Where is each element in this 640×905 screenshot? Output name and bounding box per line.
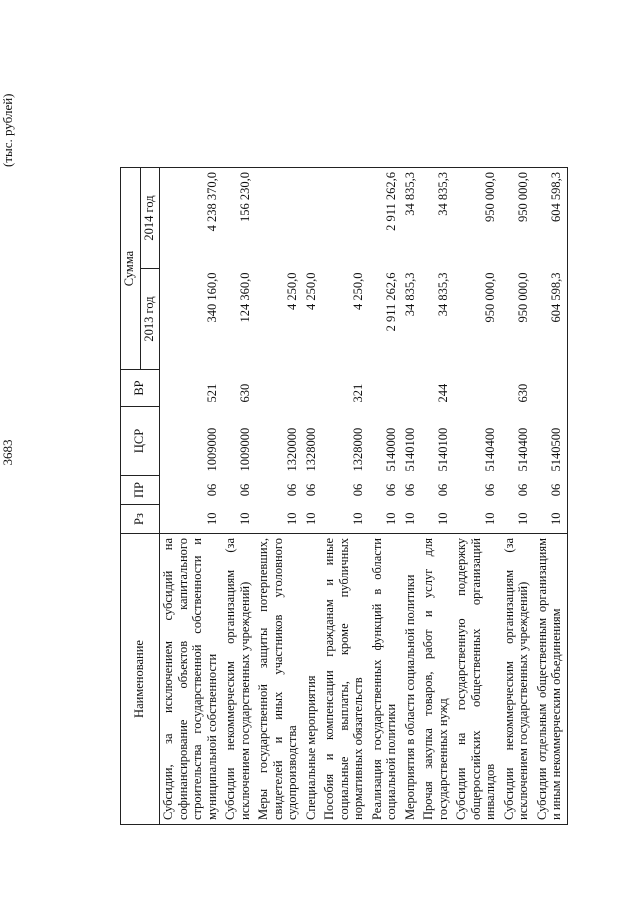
header-2014: 2014 год bbox=[140, 168, 160, 269]
cell-vr: 630 bbox=[516, 383, 530, 403]
cell-2014: 34 835,3 bbox=[420, 168, 453, 269]
cell-2013: 4 250,0 bbox=[303, 272, 318, 310]
cell-pr: 06 bbox=[483, 483, 497, 497]
cell-name: Прочая закупка товаров, работ и услуг для государственных нужд bbox=[420, 534, 453, 825]
cell-rz: 10 bbox=[435, 512, 450, 525]
cell-rz: 10 bbox=[384, 512, 398, 525]
cell-csr: 1009000 bbox=[204, 427, 219, 472]
budget-table bbox=[120, 167, 568, 825]
cell-2013: 950 000,0 bbox=[483, 272, 497, 323]
cell-name: Меры государственной защиты потерпевших, свидетелей и иных участников уголовного судопроизводства bbox=[255, 534, 303, 825]
cell-csr: 5140000 bbox=[384, 427, 398, 472]
cell-pr: 06 bbox=[435, 483, 450, 497]
cell-name: Мероприятия в области социальной политики bbox=[402, 534, 421, 825]
header-sum: Сумма bbox=[121, 168, 141, 370]
page-number: 3683 bbox=[0, 439, 15, 466]
cell-csr: 5140400 bbox=[483, 427, 497, 472]
table-row bbox=[255, 168, 303, 825]
units-label: (тыс. рублей) bbox=[0, 93, 15, 167]
cell-2013: 4 250,0 bbox=[285, 272, 299, 310]
cell-pr: 06 bbox=[237, 483, 252, 497]
cell-2013: 124 360,0 bbox=[237, 272, 252, 323]
cell-csr: 1320000 bbox=[285, 427, 299, 472]
cell-csr: 1009000 bbox=[237, 427, 252, 472]
cell-rz: 10 bbox=[534, 505, 568, 534]
table-row bbox=[501, 168, 534, 825]
table-row bbox=[369, 168, 402, 825]
cell-2013: 4 250,0 bbox=[351, 272, 365, 310]
cell-csr: 5140100 bbox=[435, 427, 450, 472]
cell-vr bbox=[303, 370, 322, 407]
cell-pr: 06 bbox=[285, 483, 299, 497]
cell-2013: 950 000,0 bbox=[516, 272, 530, 323]
header-pr: ПР bbox=[121, 476, 160, 505]
cell-name: Реализация государственных функций в области социальной политики bbox=[369, 534, 402, 825]
table-row bbox=[534, 168, 568, 825]
cell-name: Субсидии, за исключением субсидий на софинансирование объектов капитального строительства государственной собственности и муниципальной собственности bbox=[160, 534, 223, 825]
cell-2014: 2 911 262,6 bbox=[369, 168, 402, 269]
cell-vr: 630 bbox=[237, 383, 252, 403]
cell-rz: 10 bbox=[402, 512, 417, 525]
cell-name: Пособия и компенсации гражданам и иные социальные выплаты, кроме публичных нормативных обязательств bbox=[321, 534, 369, 825]
cell-2014: 156 230,0 bbox=[222, 168, 255, 269]
cell-name: Субсидии на государственную поддержку общероссийских общественных организаций инвалидов bbox=[453, 534, 501, 825]
table-row bbox=[160, 168, 223, 825]
table-header bbox=[121, 168, 160, 825]
cell-name: Субсидии отдельным общественным организациям и иным некоммерческим объединениям bbox=[534, 534, 568, 825]
cell-pr: 06 bbox=[204, 483, 219, 497]
cell-csr: 5140400 bbox=[516, 427, 530, 472]
table-row bbox=[420, 168, 453, 825]
cell-rz: 10 bbox=[516, 512, 530, 525]
cell-name: Специальные мероприятия bbox=[303, 534, 322, 825]
table-row bbox=[453, 168, 501, 825]
cell-2013: 34 835,3 bbox=[402, 272, 417, 317]
cell-2014: 604 598,3 bbox=[534, 168, 568, 269]
cell-vr bbox=[534, 370, 568, 407]
cell-2014: 950 000,0 bbox=[501, 168, 534, 269]
cell-pr: 06 bbox=[303, 483, 318, 497]
table-row bbox=[402, 168, 421, 825]
cell-csr: 5140500 bbox=[534, 407, 568, 476]
table-row bbox=[321, 168, 369, 825]
cell-2014 bbox=[255, 168, 303, 269]
cell-vr bbox=[402, 370, 421, 407]
cell-rz: 10 bbox=[204, 512, 219, 525]
cell-2013: 34 835,3 bbox=[435, 272, 450, 317]
cell-pr: 06 bbox=[351, 483, 365, 497]
cell-vr bbox=[453, 370, 501, 407]
table-body bbox=[160, 168, 568, 825]
header-name: Наименование bbox=[121, 534, 160, 825]
cell-2013: 604 598,3 bbox=[534, 269, 568, 370]
cell-rz: 10 bbox=[285, 512, 299, 525]
cell-rz: 10 bbox=[237, 512, 252, 525]
cell-pr: 06 bbox=[534, 476, 568, 505]
cell-rz: 10 bbox=[303, 512, 318, 525]
header-rz: Рз bbox=[121, 505, 160, 534]
cell-2014 bbox=[303, 168, 322, 269]
header-csr: ЦСР bbox=[121, 407, 160, 476]
header-2013: 2013 год bbox=[140, 269, 160, 370]
cell-vr bbox=[369, 370, 402, 407]
table-row bbox=[222, 168, 255, 825]
cell-rz: 10 bbox=[351, 512, 365, 525]
header-vr: ВР bbox=[121, 370, 160, 407]
cell-2013: 340 160,0 bbox=[204, 272, 219, 323]
cell-csr: 1328000 bbox=[303, 427, 318, 472]
cell-vr bbox=[255, 370, 303, 407]
cell-2013: 2 911 262,6 bbox=[384, 272, 398, 332]
cell-pr: 06 bbox=[516, 483, 530, 497]
cell-vr: 321 bbox=[351, 383, 365, 403]
cell-2014 bbox=[321, 168, 369, 269]
cell-vr: 244 bbox=[435, 383, 450, 403]
cell-name: Субсидии некоммерческим организациям (за исключением государственных учреждений) bbox=[501, 534, 534, 825]
cell-csr: 1328000 bbox=[351, 427, 365, 472]
cell-2014: 950 000,0 bbox=[453, 168, 501, 269]
cell-2014: 4 238 370,0 bbox=[160, 168, 223, 269]
cell-name: Субсидии некоммерческим организациям (за исключением государственных учреждений) bbox=[222, 534, 255, 825]
cell-2014: 34 835,3 bbox=[402, 168, 421, 269]
table-row bbox=[303, 168, 322, 825]
cell-csr: 5140100 bbox=[402, 427, 417, 472]
cell-pr: 06 bbox=[384, 483, 398, 497]
cell-vr: 521 bbox=[204, 383, 219, 403]
cell-rz: 10 bbox=[483, 512, 497, 525]
cell-pr: 06 bbox=[402, 483, 417, 497]
